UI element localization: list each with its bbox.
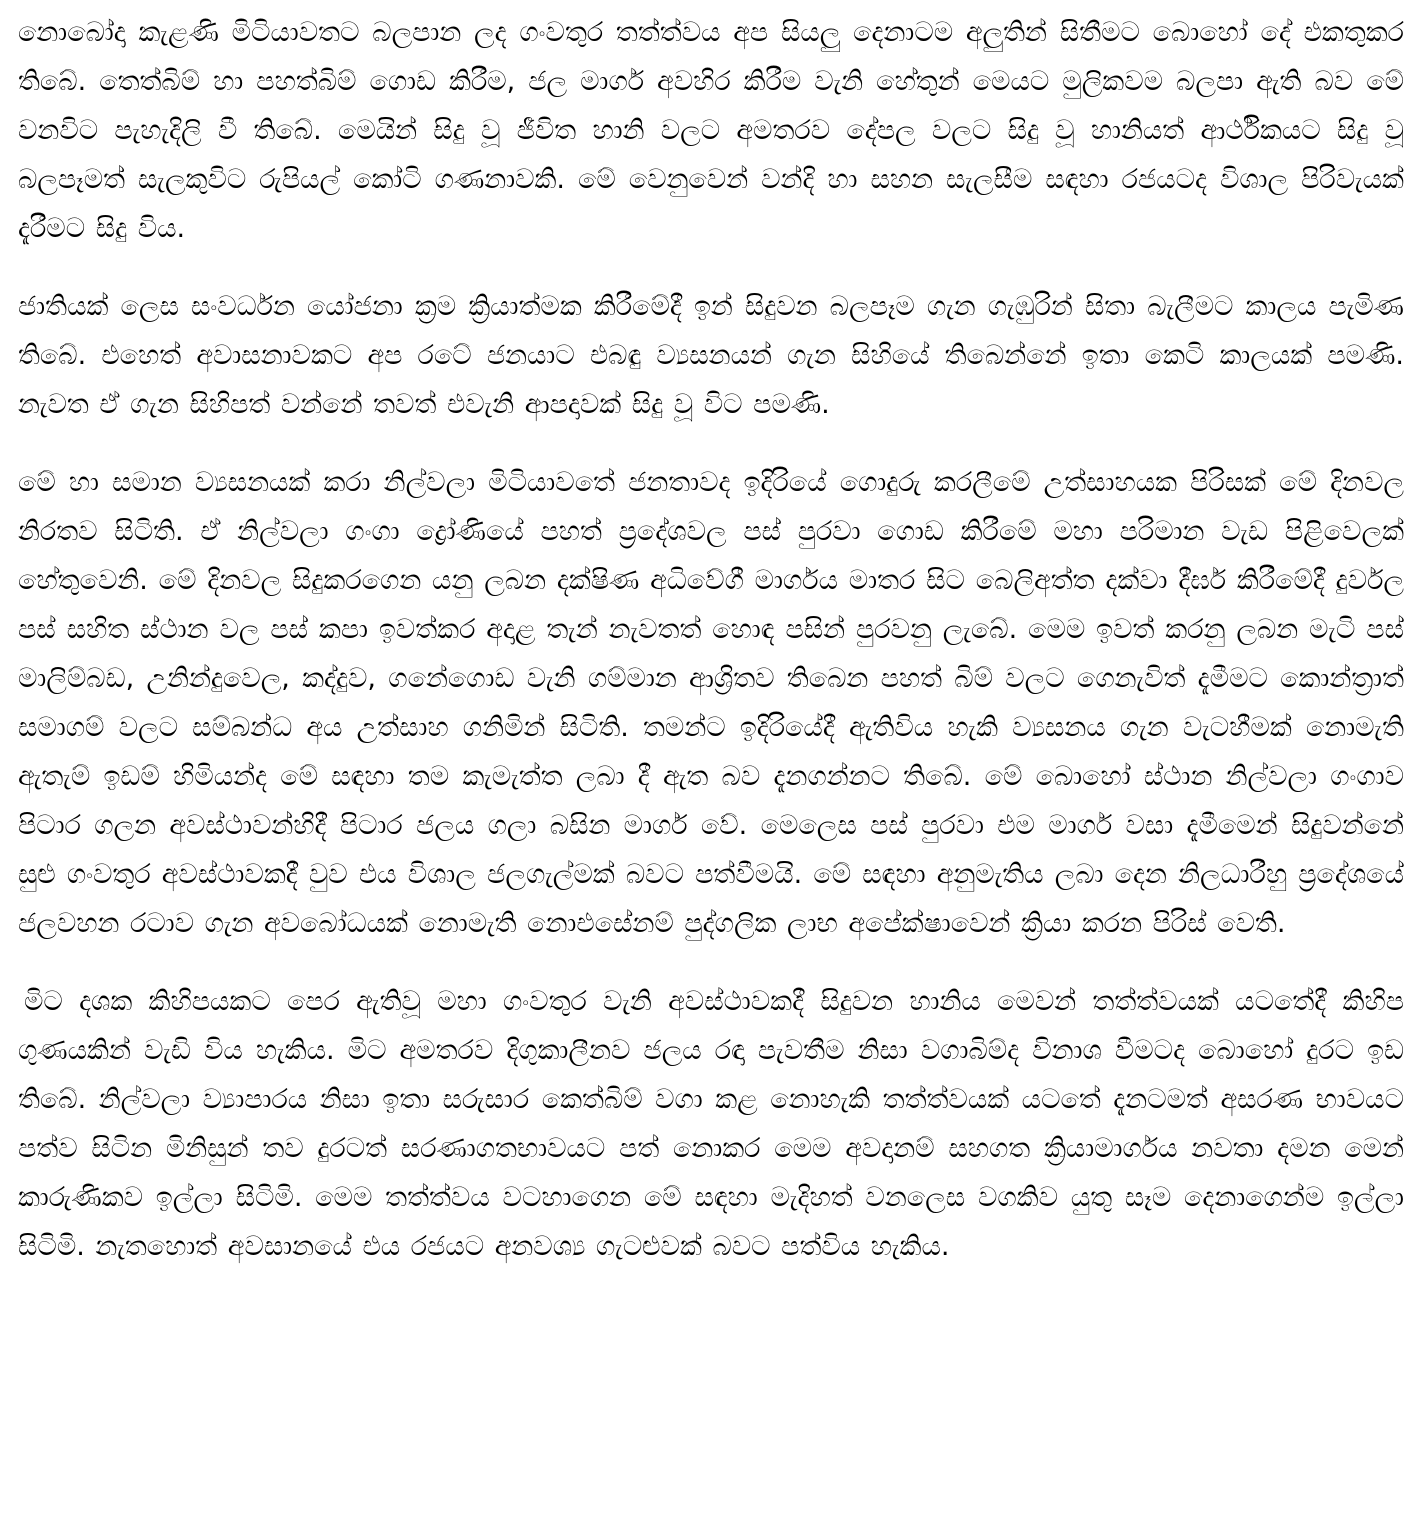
paragraph-3: මේ හා සමාන ව්‍යසනයක් කරා නිල්වලා මිටියාවතේ ජනතාවද ඉදිරියේ ගොදුරු කරලීමේ උත්සාහයක පිරිසක් මේ දිනවල නිරතව සිටිති. ඒ නිල්වලා ගංගා ද්‍රෝණියේ පහත් ප්‍රදේශවල පස් පුරවා ගොඩ කිරීමේ මහා පරිමාන වැඩ පිළිවෙලක් හේතුවෙනි. මේ දිනවල සිදුකරගෙන යනු ලබන දක්ෂිණ අධිවේගී මාර්ගය මාතර සිට බෙලිඅත්ත දක්වා දීර්ඝ කිරීමේදී දුර්වල පස් සහිත ස්ථාන වල පස් කපා ඉවත්කර අදාළ තැන් නැවතත් හොඳ පසින් පුරවනු ලැබේ. මෙම ඉවත් කරනු ලබන මැටි පස් මාලිම්බඩ, උනින්දුවෙල, කද්දුව, ගනේගොඩ වැනි ගම්මාන ආශ්‍රිතව තිබෙන පහත් බිම් වලට ගෙනැවිත් දැමීමට කොන්ත්‍රාත් සමාගම් වලට සම්බන්ධ අය උත්සාහ ගනිමින් සිටිති. තමන්ට ඉදිරියේදී ඇතිවිය හැකි ව්‍යසනය ගැන වැටහීමක් නොමැති ඇතැම් ඉඩම් හිමියන්ද මේ සඳහා තම කැමැත්ත ලබා දී ඇත බව දැනගන්නට තිබේ. මේ බොහෝ ස්ථාන නිල්වලා ගංගාව පිටාර ගලන අවස්ථාවන්හිදී පිටාර ජලය ගලා බසින මාර්ග වේ. මෙලෙස පස් පුරවා එම මාර්ග වසා දැමීමෙන් සිදුවන්නේ සුළු ගංවතුර අවස්ථාවකදී වුව එය විශාල ජලගැල්මක් බවට පත්වීමයි. මේ සඳහා අනුමැතිය ලබා දෙන නිලධාරීහු ප්‍රදේශයේ ජලවහන රටාව ගැන අවබෝධයක් නොමැති නොඑසේනම් පුද්ගලික ලාභ අපේක්ෂාවෙන් ක්‍රියා කරන පිරිස් වෙති. <box>18 467 1404 939</box>
paragraph-2: ජාතියක් ලෙස සංවර්ධන යෝජනා ක්‍රම ක්‍රියාත්මක කිරීමේදී ඉන් සිදුවන බලපෑම ගැන ගැඹුරින් සිතා බැලීමට කාලය පැමිණ තිබේ. එහෙත් අවාසනාවකට අප රටේ ජනයාට එබඳු ව්‍යසනයන් ගැන සිහියේ තිබෙන්නේ ඉතා කෙටි කාලයක් පමණි. නැවත ඒ ගැන සිහිපත් වන්නේ තවත් එවැනි ආපදාවක් සිදු වූ විට පමණි. <box>18 291 1404 420</box>
paragraph-1: නොබෝදා කැළණි මිටියාවතට බලපාන ලද ගංවතුර තත්ත්වය අප සියලු දෙනාටම අලුතින් සිතීමට බොහෝ දේ එකතුකර තිබේ. තෙත්බිම් හා පහත්බිම් ගොඩ කිරීම, ජල මාර්ග අවහිර කිරීම වැනි හේතුන් මෙයට මුලිකවම බලපා ඇති බව මේ වනවිට පැහැදිලි වී තිබේ. මෙයින් සිදු වූ ජීවිත හානි වලට අමතරව දේපල වලට සිදු වූ හානියත් ආර්ථිකයට සිදු වූ බලපෑමත් සැලකුවිට රුපියල් කෝටි ගණනාවකි. මේ වෙනුවෙන් වන්දි හා සහන සැලසීම සඳහා රජයටද විශාල පිරිවැයක් දැරීමට සිදු විය. <box>18 17 1404 244</box>
paragraph-4: මිට දශක කිහිපයකට පෙර ඇතිවූ මහා ගංවතුර වැනි අවස්ථාවකදී සිදුවන හානිය මෙවන් තත්ත්වයක් යටතේදී කිහිප ගුණයකින් වැඩි විය හැකිය. මිට අමතරව දිගුකාලීනව ජලය රඳා පැවතීම නිසා වගාබිම්ද විනාශ වීමටද බොහෝ දුරට ඉඩ තිබේ. නිල්වලා ව්‍යාපාරය නිසා ඉතා සරුසාර කෙත්බිම් වගා කළ නොහැකි තත්ත්වයක් යටතේ දැනටමත් අසරණ භාවයට පත්ව සිටින මිනිසුන් තව දුරටත් සරණාගතභාවයට පත් නොකර මෙම අවදානම් සහගත ක්‍රියාමාර්ගය නවතා දමන මෙන් කාරුණිකව ඉල්ලා සිටිමි. මෙම තත්ත්වය වටහාගෙන මේ සඳහා මැදිහත් වනලෙස වගකිව යුතු සෑම දෙනාගෙන්ම ඉල්ලා සිටිමි. නැතහොත් අවසානයේ එය රජයට අනවශ්‍ය ගැටළුවක් බවට පත්විය හැකිය. <box>18 986 1404 1262</box>
